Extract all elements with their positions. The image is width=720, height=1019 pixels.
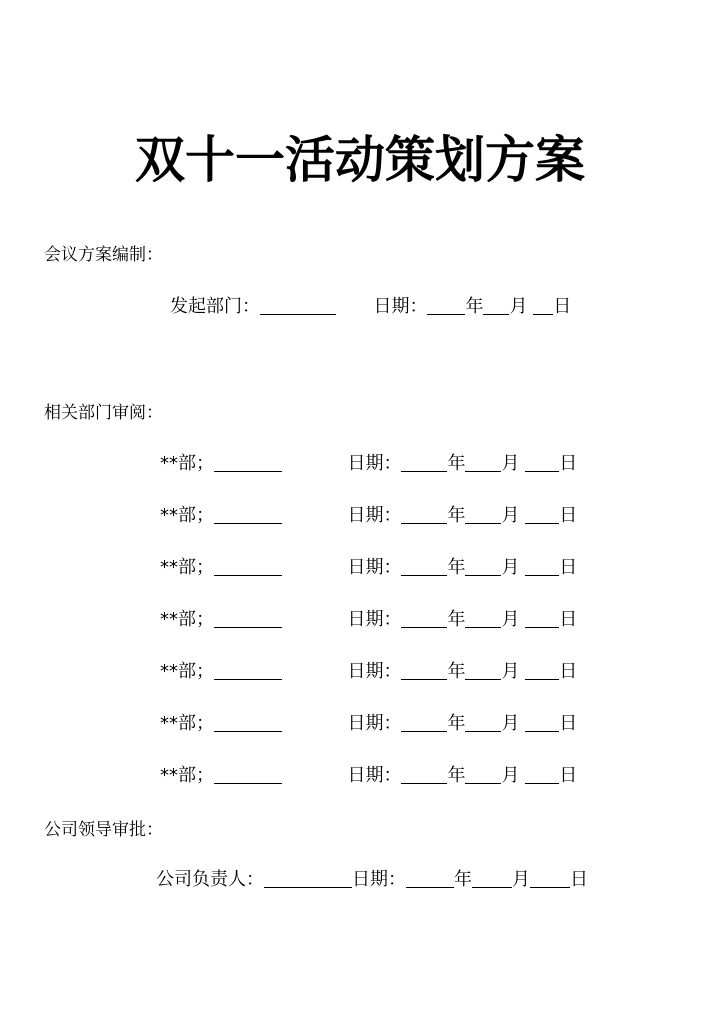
day-blank[interactable] bbox=[525, 505, 559, 524]
year-label: 年 bbox=[447, 609, 466, 630]
month-blank[interactable] bbox=[465, 453, 501, 472]
month-label: 月 bbox=[501, 609, 520, 630]
month-label: 月 bbox=[501, 505, 520, 526]
month-label: 月 bbox=[501, 765, 520, 786]
day-blank[interactable] bbox=[525, 765, 559, 784]
dept-label: **部； bbox=[160, 661, 214, 682]
signature-blank[interactable] bbox=[214, 609, 282, 628]
year-label: 年 bbox=[447, 713, 466, 734]
signature-blank[interactable] bbox=[214, 661, 282, 680]
month-label: 月 bbox=[512, 869, 530, 890]
year-blank[interactable] bbox=[401, 505, 447, 524]
review-row bbox=[160, 761, 577, 787]
date-label: 日期： bbox=[373, 296, 428, 317]
dept-label: **部； bbox=[160, 505, 214, 526]
dept-label: **部； bbox=[160, 609, 214, 630]
section-heading-approval: 公司领导审批： bbox=[44, 820, 163, 840]
section-heading-compile: 会议方案编制： bbox=[44, 245, 163, 265]
dept-label: **部； bbox=[160, 713, 214, 734]
date-label: 日期： bbox=[347, 453, 402, 474]
person-blank[interactable] bbox=[264, 869, 352, 888]
year-blank[interactable] bbox=[406, 869, 454, 888]
person-label: 公司负责人： bbox=[156, 869, 264, 890]
day-blank[interactable] bbox=[530, 869, 570, 888]
year-blank[interactable] bbox=[401, 765, 447, 784]
day-label: 日 bbox=[553, 296, 572, 317]
day-blank[interactable] bbox=[525, 557, 559, 576]
year-label: 年 bbox=[447, 765, 466, 786]
day-blank[interactable] bbox=[525, 661, 559, 680]
month-label: 月 bbox=[501, 557, 520, 578]
month-blank[interactable] bbox=[472, 869, 512, 888]
dept-blank[interactable] bbox=[260, 296, 336, 315]
year-blank[interactable] bbox=[401, 453, 447, 472]
day-blank[interactable] bbox=[533, 296, 553, 315]
month-blank[interactable] bbox=[465, 505, 501, 524]
year-blank[interactable] bbox=[401, 609, 447, 628]
day-label: 日 bbox=[559, 713, 578, 734]
signature-blank[interactable] bbox=[214, 765, 282, 784]
year-label: 年 bbox=[447, 661, 466, 682]
month-label: 月 bbox=[509, 296, 528, 317]
month-label: 月 bbox=[501, 713, 520, 734]
year-label: 年 bbox=[447, 453, 466, 474]
day-label: 日 bbox=[559, 453, 578, 474]
date-label: 日期： bbox=[347, 609, 402, 630]
day-label: 日 bbox=[570, 869, 588, 890]
date-label: 日期： bbox=[352, 869, 406, 890]
month-blank[interactable] bbox=[465, 765, 501, 784]
review-row bbox=[160, 553, 577, 579]
day-label: 日 bbox=[559, 505, 578, 526]
day-blank[interactable] bbox=[525, 453, 559, 472]
signature-blank[interactable] bbox=[214, 713, 282, 732]
year-label: 年 bbox=[447, 557, 466, 578]
day-label: 日 bbox=[559, 765, 578, 786]
year-blank[interactable] bbox=[401, 661, 447, 680]
date-label: 日期： bbox=[347, 557, 402, 578]
signature-blank[interactable] bbox=[214, 557, 282, 576]
month-blank[interactable] bbox=[465, 661, 501, 680]
month-blank[interactable] bbox=[465, 713, 501, 732]
day-label: 日 bbox=[559, 609, 578, 630]
section-heading-review: 相关部门审阅： bbox=[44, 403, 163, 423]
review-row bbox=[160, 501, 577, 527]
month-blank[interactable] bbox=[465, 609, 501, 628]
month-label: 月 bbox=[501, 453, 520, 474]
year-label: 年 bbox=[465, 296, 484, 317]
date-label: 日期： bbox=[347, 713, 402, 734]
dept-label: **部； bbox=[160, 557, 214, 578]
signature-blank[interactable] bbox=[214, 505, 282, 524]
document-title: 双十一活动策划方案 bbox=[135, 130, 585, 189]
date-label: 日期： bbox=[347, 505, 402, 526]
review-row bbox=[160, 449, 577, 475]
day-label: 日 bbox=[559, 557, 578, 578]
dept-label: 发起部门： bbox=[170, 296, 260, 317]
review-row bbox=[160, 605, 577, 631]
date-label: 日期： bbox=[347, 765, 402, 786]
year-blank[interactable] bbox=[427, 296, 465, 315]
day-blank[interactable] bbox=[525, 713, 559, 732]
compile-line bbox=[170, 292, 571, 318]
month-blank[interactable] bbox=[465, 557, 501, 576]
year-blank[interactable] bbox=[401, 557, 447, 576]
dept-label: **部； bbox=[160, 453, 214, 474]
day-blank[interactable] bbox=[525, 609, 559, 628]
year-blank[interactable] bbox=[401, 713, 447, 732]
month-blank[interactable] bbox=[483, 296, 509, 315]
review-row bbox=[160, 709, 577, 735]
day-label: 日 bbox=[559, 661, 578, 682]
date-label: 日期： bbox=[347, 661, 402, 682]
dept-label: **部； bbox=[160, 765, 214, 786]
approval-line bbox=[156, 865, 588, 891]
review-row bbox=[160, 657, 577, 683]
signature-blank[interactable] bbox=[214, 453, 282, 472]
month-label: 月 bbox=[501, 661, 520, 682]
year-label: 年 bbox=[447, 505, 466, 526]
year-label: 年 bbox=[454, 869, 472, 890]
